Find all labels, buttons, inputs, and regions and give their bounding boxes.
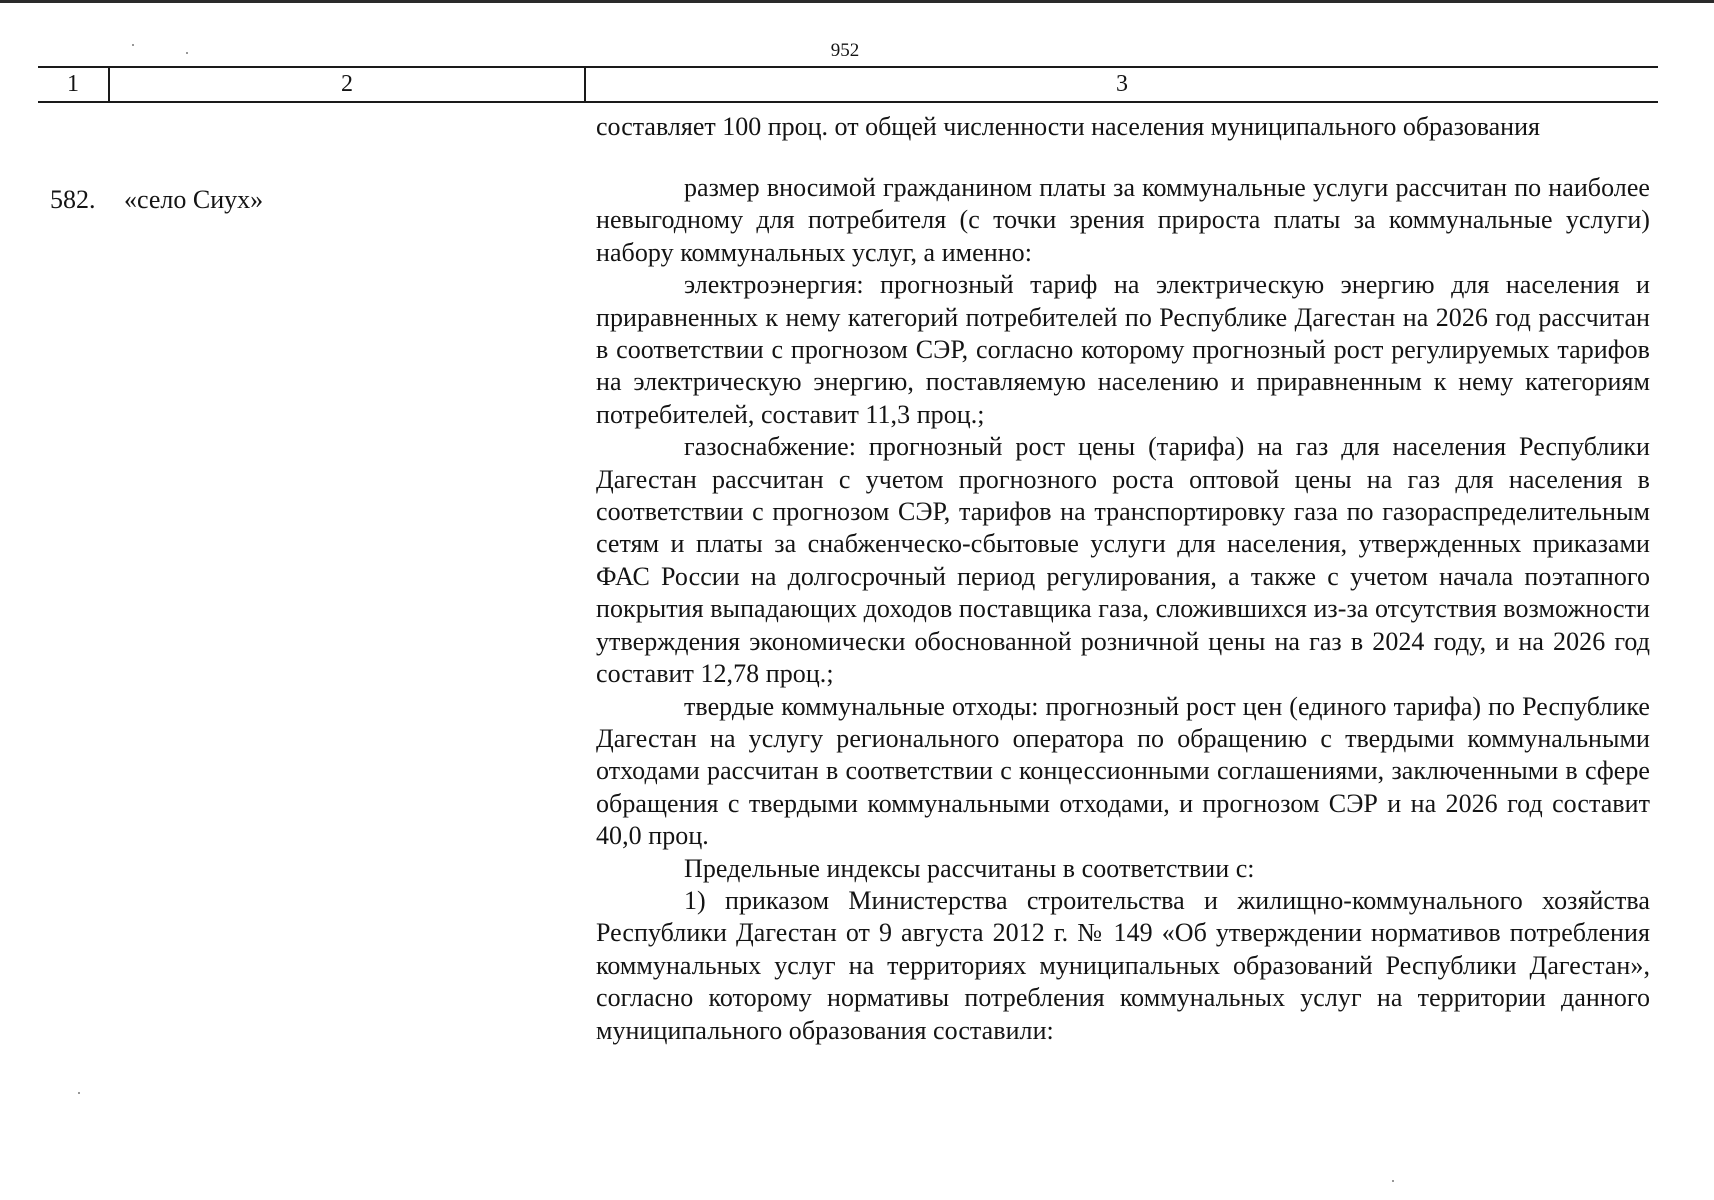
entry-description: [596, 172, 1650, 1047]
entry-number: 582.: [50, 185, 96, 214]
page-number: 952: [830, 40, 860, 61]
paragraph-gas: газоснабжение: прогнозный рост цены (тарифа) на газ для населения Республики Дагестан рассчитан с учетом прогнозного роста оптовой цены на газ для населения в соответствии с прогнозом СЭР, тарифов на транспортировку газа по газораспределительным сетям и платы за снабженческо-сбытовые услуги для населения, утвержденных приказами ФАС России на долгосрочный период регулирования, а также с учетом начала поэтапного покрытия выпадающих доходов поставщика газа, сложившихся из-за отсутствия возможности утверждения экономически обоснованной розничной цены на газ в 2024 году, и на 2026 год составит 12,78 проц.;: [596, 432, 1650, 689]
scan-speck: [1392, 1180, 1394, 1182]
table-header-col-1: 1: [67, 71, 79, 97]
scan-edge: [0, 0, 1714, 3]
table-header-col-2: 2: [341, 71, 353, 97]
paragraph-limits-intro: Предельные индексы рассчитаны в соответствии с:: [684, 853, 1255, 883]
continuation-text: составляет 100 проц. от общей численности населения муниципального образования: [596, 112, 1540, 141]
scan-speck: [132, 44, 134, 46]
scan-speck: [78, 1092, 80, 1094]
paragraph-payment-basis: размер вносимой гражданином платы за коммунальные услуги рассчитан по наиболее невыгодному для потребителя (с точки зрения прироста платы за коммунальные услуги) набору коммунальных услуг, а именно:: [596, 173, 1650, 267]
paragraph-electricity: электроэнергия: прогнозный тариф на электрическую энергию для населения и приравненных к нему категорий потребителей по Республике Дагестан на 2026 год рассчитан в соответствии с прогнозом СЭР, согласно которому прогнозный рост регулируемых тарифов на электрическую энергию, поставляемую населению и приравненным к нему категориям потребителей, составит 11,3 проц.;: [596, 270, 1650, 429]
entry-name: «село Сиух»: [124, 185, 264, 214]
scan-speck: [186, 52, 188, 54]
paragraph-order-149: 1) приказом Министерства строительства и жилищно-коммунального хозяйства Республики Дагестан от 9 августа 2012 г. № 149 «Об утверждении нормативов потребления коммунальных услуг на территориях муниципальных образований Республики Дагестан», согласно которому нормативы потребления коммунальных услуг на территории данного муниципального образования составили:: [596, 885, 1650, 1045]
paragraph-solid-waste: твердые коммунальные отходы: прогнозный рост цен (единого тарифа) по Республике Дагестан на услугу регионального оператора по обращению с твердыми коммунальными отходами рассчитан в соответствии с концессионными соглашениями, заключенными в сфере обращения с твердыми коммунальными отходами, и прогнозом СЭР и на 2026 год составит 40,0 проц.: [596, 691, 1650, 851]
table-header-bottom-rule: [38, 101, 1658, 103]
table-header-col-3: 3: [1116, 71, 1128, 97]
